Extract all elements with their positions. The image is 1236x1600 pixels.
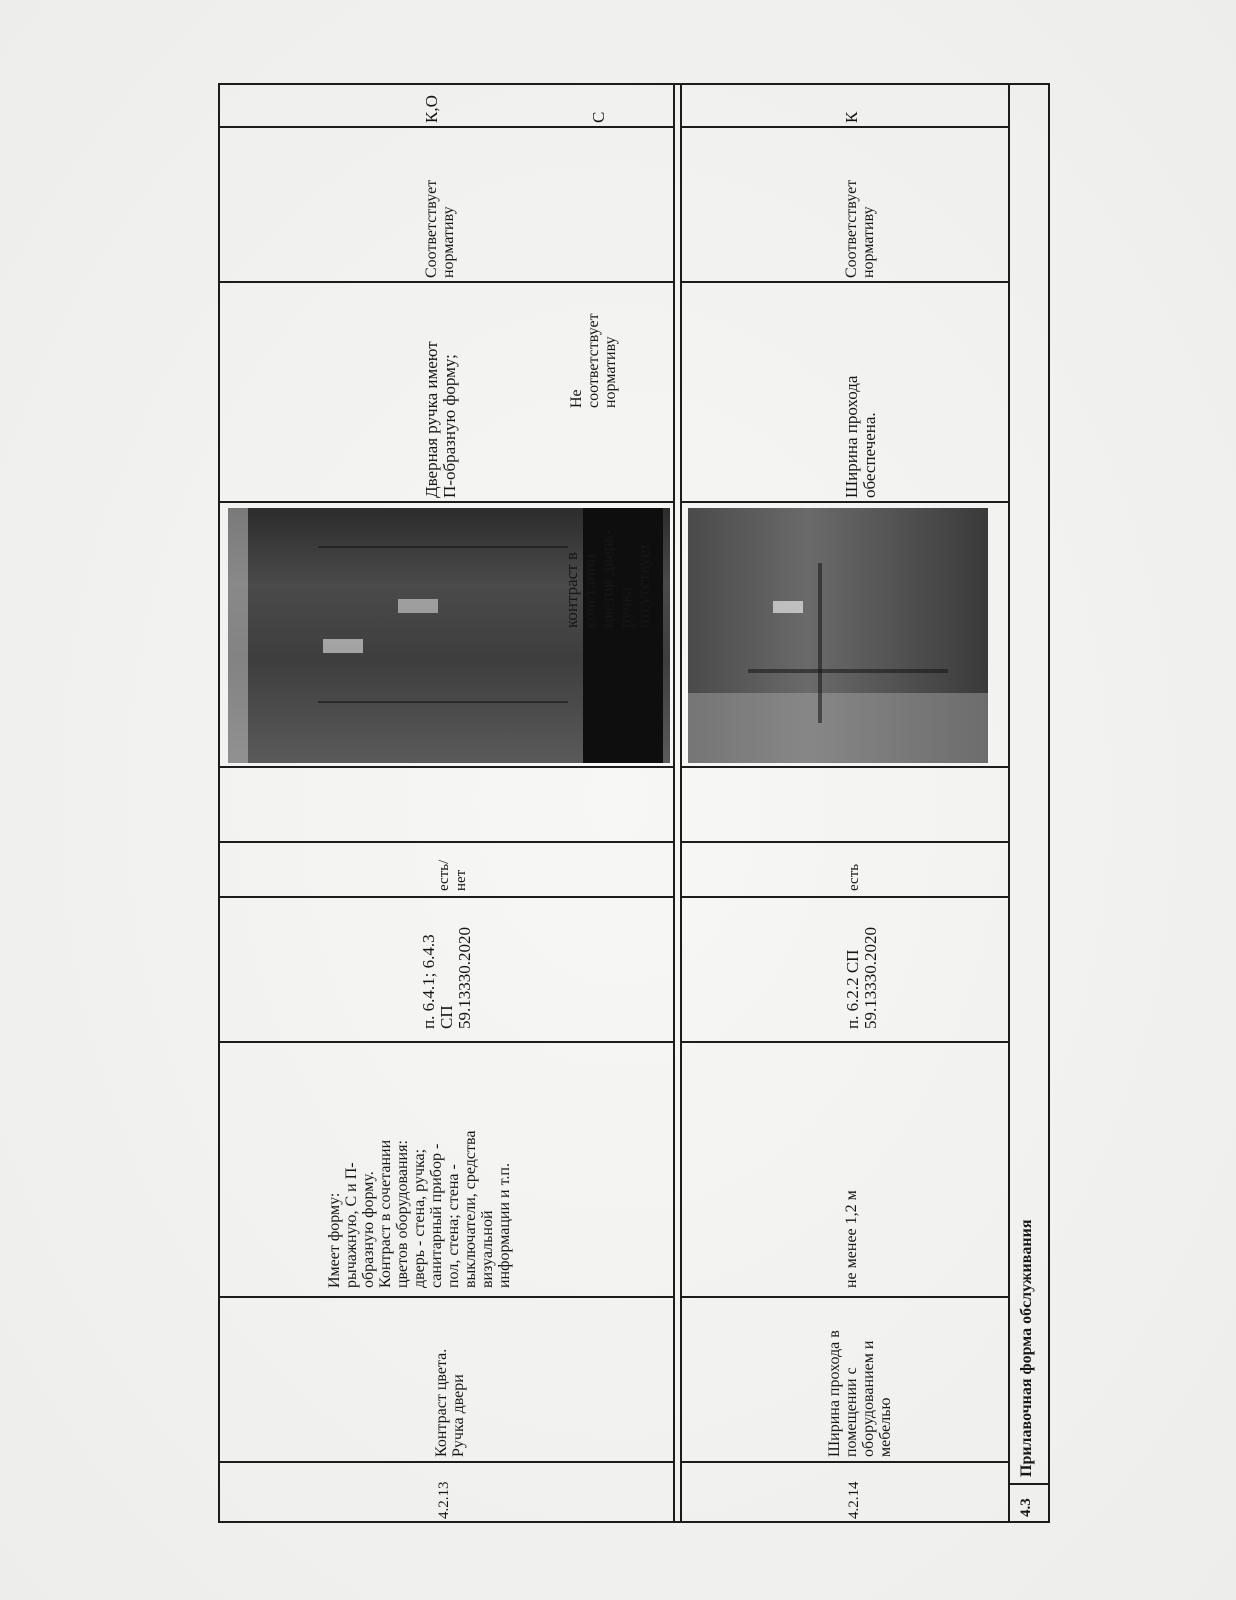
row-number: 4.2.14 (846, 1481, 862, 1519)
requirement-text: Имеет форму: рычажную, С и П- образную форму. Контраст в сочетании цветов оборудования: дверь - стена, ручка; санитарный прибор - пол, стена; стена - выключатели, средства визуальной информации и т.п. (326, 1130, 513, 1288)
norm-reference: п. 6.4.1; 6.4.3 СП 59.13330.2020 (419, 927, 474, 1029)
finding-3-text: Ширина прохода обеспечена. (842, 375, 879, 498)
finding-2-text: контраст в сочетании цветов дверь-ручка отсутствует (562, 529, 653, 628)
presence-value: есть/ нет (436, 859, 469, 891)
finding-3-status: Соответствует нормативу (843, 179, 877, 278)
finding-1-status: Соответствует нормативу (423, 179, 457, 278)
section-number: 4.3 (1018, 1498, 1034, 1517)
requirement-text: не менее 1,2 м (843, 1190, 860, 1288)
corridor-photo (688, 508, 988, 763)
item-name: Контраст цвета. Ручка двери (433, 1348, 467, 1457)
item-name: Ширина прохода в помещении с оборудованием и мебелью (826, 1330, 894, 1457)
row-number: 4.2.13 (436, 1481, 452, 1519)
finding-1-text: Дверная ручка имеют П-образную форму; (422, 341, 459, 498)
rotated-table (218, 83, 1048, 1523)
presence-value: есть (846, 863, 862, 891)
finding-3-code: К (842, 111, 861, 123)
finding-2-status: Не соответствует нормативу (568, 313, 619, 408)
section-title: Прилавочная форма обслуживания (1018, 1219, 1035, 1477)
finding-1-code: К,О (422, 95, 441, 123)
finding-2-code: С (589, 111, 608, 123)
norm-reference: п. 6.2.2 СП 59.13330.2020 (843, 927, 880, 1029)
